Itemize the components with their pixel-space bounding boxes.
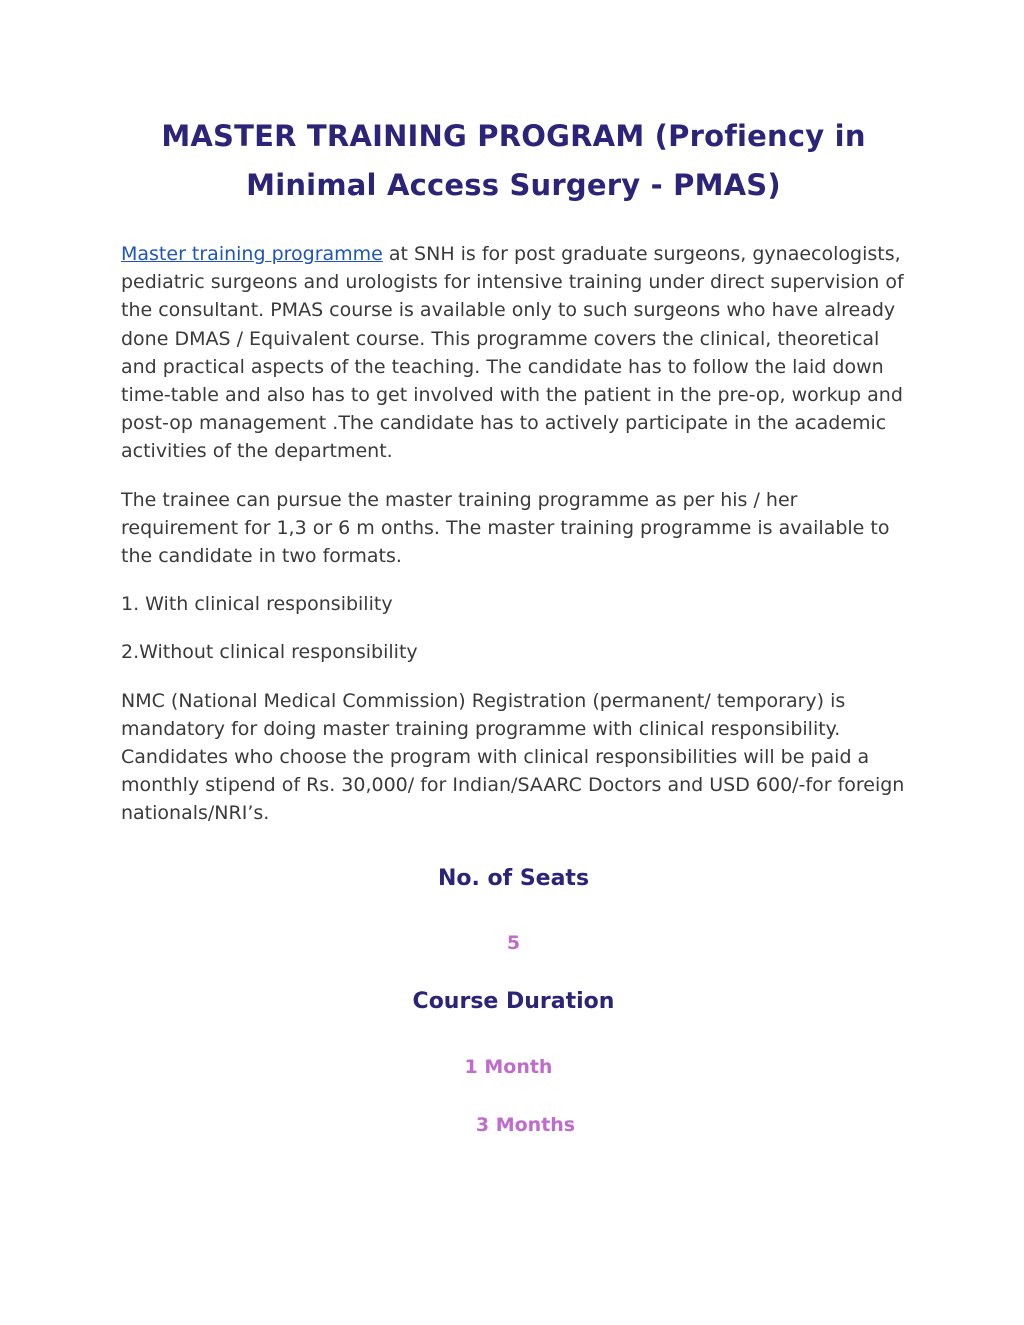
format-item-2: 2.Without clinical responsibility	[121, 641, 418, 664]
page-title: MASTER TRAINING PROGRAM (Profiency in Minimal Access Surgery - PMAS)	[161, 119, 866, 202]
duration-value-1-month: 1 Month	[464, 1055, 553, 1078]
seats-value: 5	[506, 931, 521, 954]
duration-paragraph: The trainee can pursue the master training programme as per his / her requirement for 1,3 or 6 m onths. The master training programme is available to the candidate in two formats.	[121, 488, 890, 568]
duration-value-3-months: 3 Months	[475, 1113, 576, 1136]
intro-text: at SNH is for post graduate surgeons, gynaecologists, pediatric surgeons and urologists for intensive training under direct supervision of the consultant. PMAS course is available only to such surgeons who have already done DMAS / Equivalent course. This programme covers the clinical, theoretical and practical aspects of the teaching. The candidate has to follow the laid down time-table and also has to get involved with the patient in the pre-op, workup and post-op management .The candidate has to actively participate in the academic activities of the department.	[121, 243, 904, 463]
course-duration-heading: Course Duration	[412, 988, 615, 1014]
intro-paragraph	[121, 240, 906, 466]
document-page	[121, 112, 906, 1138]
nmc-paragraph: NMC (National Medical Commission) Registration (permanent/ temporary) is mandatory for doing master training programme with clinical responsibility. Candidates who choose the program with clinical responsibilities will be paid a monthly stipend of Rs. 30,000/ for Indian/SAARC Doctors and USD 600/-for foreign nationals/NRI’s.	[121, 689, 905, 825]
seats-heading: No. of Seats	[437, 865, 590, 891]
format-item-1: 1. With clinical responsibility	[121, 593, 393, 616]
master-training-programme-link[interactable]: Master training programme	[121, 243, 383, 265]
